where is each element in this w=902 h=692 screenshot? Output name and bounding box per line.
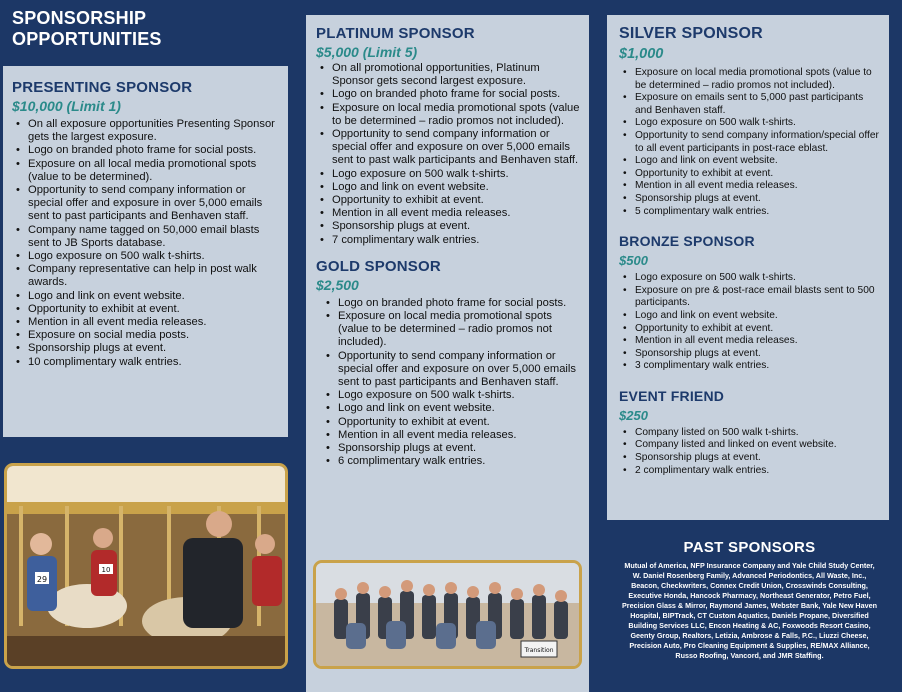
list-item: • Company representative can help in post walk awards. bbox=[12, 263, 280, 289]
list-item: • Exposure on local media promotional spots (value to be determined – radio promos not included). bbox=[322, 310, 583, 350]
list-item: • Opportunity to exhibit at event. bbox=[12, 303, 280, 316]
list-item: • Sponsorship plugs at event. bbox=[12, 342, 280, 355]
page-title bbox=[12, 8, 292, 50]
presenting-sponsor-benefits bbox=[12, 118, 280, 369]
list-item: • On all promotional opportunities, Platinum Sponsor gets second largest exposure. bbox=[316, 62, 583, 88]
past-sponsors-list: Mutual of America, NFP Insurance Company and Yale Child Study Center, W. Daniel Rosenberg Family, Advanced Periodontics, All Waste, Inc., Beacon, Checkwriters, Connex Credit Union, Crosswinds Consulting, Executive Honda, Hancock Pharmacy, Northeast Generator, Petro Fuel, Precision Glass & Mirror, Raymond James, Webster Bank, Yale New Haven Hospital, BIPTrack, CT Custom Aquatics, Daniels Propane, Diversified Building Services LLC, Encon Heating & AC, Foxwoods Resort Casino, Geenty Group, Realtors, Letizia, Ambrose & Falls, P.C., Liuzzi Cheese, Precision Auto, Pro Cleaning Equipment & Supplies, RE/MAX Alliance, Russo Roofing, Vancord, and JMR Staffing. bbox=[622, 561, 877, 660]
list-item: • Exposure on emails sent to 5,000 past participants and Benhaven staff. bbox=[619, 92, 883, 117]
list-item: • Exposure on social media posts. bbox=[12, 329, 280, 342]
platinum-sponsor-price: $5,000 (Limit 5) bbox=[316, 44, 418, 60]
list-item: • 2 complimentary walk entries. bbox=[619, 465, 883, 478]
group-illustration bbox=[316, 563, 579, 666]
list-item: • Sponsorship plugs at event. bbox=[322, 442, 583, 455]
past-sponsors-title: PAST SPONSORS bbox=[683, 539, 816, 556]
event-friend-price: $250 bbox=[619, 407, 648, 423]
list-item: • 6 complimentary walk entries. bbox=[322, 455, 583, 468]
silver-sponsor-price: $1,000 bbox=[619, 46, 664, 62]
list-item: • Logo and link on event website. bbox=[12, 290, 280, 303]
page-title-line-2: OPPORTUNITIES bbox=[12, 29, 162, 49]
list-item: • 10 complimentary walk entries. bbox=[12, 356, 280, 369]
bib-number: 10 bbox=[101, 566, 111, 574]
transition-sign: Transition bbox=[524, 647, 554, 654]
silver-sponsor-benefits bbox=[619, 67, 883, 218]
list-item: • Opportunity to exhibit at event. bbox=[322, 416, 583, 429]
bronze-sponsor-benefits bbox=[619, 272, 883, 373]
list-item: • Logo and link on event website. bbox=[316, 181, 583, 194]
list-item: • Logo exposure on 500 walk t-shirts. bbox=[316, 168, 583, 181]
list-item: • Sponsorship plugs at event. bbox=[619, 348, 883, 361]
presenting-sponsor-title: PRESENTING SPONSOR bbox=[12, 79, 193, 96]
list-item: • Logo on branded photo frame for social posts. bbox=[316, 88, 583, 101]
list-item: • 3 complimentary walk entries. bbox=[619, 360, 883, 373]
gold-sponsor-benefits bbox=[316, 297, 583, 469]
page-title-line-1: SPONSORSHIP bbox=[12, 8, 147, 28]
carousel-illustration bbox=[7, 466, 285, 666]
list-item: • Logo and link on event website. bbox=[322, 402, 583, 415]
list-item: • Exposure on all local media promotional spots (value to be determined). bbox=[12, 158, 280, 184]
list-item: • Mention in all event media releases. bbox=[12, 316, 280, 329]
list-item: • On all exposure opportunities Presenting Sponsor gets the largest exposure. bbox=[12, 118, 280, 144]
list-item: • Logo exposure on 500 walk t-shirts. bbox=[12, 250, 280, 263]
list-item: • Company listed on 500 walk t-shirts. bbox=[619, 427, 883, 440]
event-friend-benefits bbox=[619, 427, 883, 477]
list-item: • 7 complimentary walk entries. bbox=[316, 234, 583, 247]
list-item: • Sponsorship plugs at event. bbox=[619, 193, 883, 206]
list-item: • Opportunity to exhibit at event. bbox=[619, 168, 883, 181]
list-item: • Logo on branded photo frame for social posts. bbox=[12, 144, 280, 157]
list-item: • Sponsorship plugs at event. bbox=[316, 220, 583, 233]
list-item: • Opportunity to exhibit at event. bbox=[619, 323, 883, 336]
bronze-sponsor-title: BRONZE SPONSOR bbox=[619, 233, 755, 250]
list-item: • Opportunity to send company information or special offer and exposure in over 5,000 emails sent to past participants and Benhaven staff. bbox=[12, 184, 280, 224]
silver-sponsor-title: SILVER SPONSOR bbox=[619, 25, 763, 42]
list-item: • Logo exposure on 500 walk t-shirts. bbox=[322, 389, 583, 402]
gold-sponsor-price: $2,500 bbox=[316, 276, 359, 293]
gold-sponsor-title: GOLD SPONSOR bbox=[316, 257, 441, 275]
list-item: • Opportunity to send company information/special offer to all event participants in post-race eblast. bbox=[619, 130, 883, 155]
past-sponsors-box bbox=[614, 531, 885, 673]
list-item: • Mention in all event media releases. bbox=[316, 207, 583, 220]
list-item: • 5 complimentary walk entries. bbox=[619, 206, 883, 219]
silver-bronze-friend-panel bbox=[607, 15, 889, 520]
carousel-photo bbox=[4, 463, 288, 669]
list-item: • Mention in all event media releases. bbox=[619, 180, 883, 193]
list-item: • Logo on branded photo frame for social posts. bbox=[322, 297, 583, 310]
list-item: • Exposure on local media promotional spots (value to be determined – radio promos not included). bbox=[316, 102, 583, 128]
presenting-sponsor-panel bbox=[3, 66, 288, 437]
list-item: • Opportunity to send company information or special offer and exposure on over 5,000 emails sent to past participants and Benhaven staff. bbox=[322, 350, 583, 390]
list-item: • Opportunity to send company information or special offer and exposure on over 5,000 emails sent to past walk participants and Benhaven staff. bbox=[316, 128, 583, 168]
bronze-sponsor-price: $500 bbox=[619, 253, 648, 269]
list-item: • Company listed and linked on event website. bbox=[619, 439, 883, 452]
group-photo bbox=[313, 560, 582, 669]
list-item: • Logo exposure on 500 walk t-shirts. bbox=[619, 117, 883, 130]
presenting-sponsor-price: $10,000 (Limit 1) bbox=[12, 98, 121, 114]
list-item: • Exposure on local media promotional spots (value to be determined – radio promos not included). bbox=[619, 67, 883, 92]
platinum-sponsor-title: PLATINUM SPONSOR bbox=[316, 25, 475, 42]
platinum-sponsor-benefits bbox=[316, 62, 583, 247]
event-friend-title: EVENT FRIEND bbox=[619, 387, 725, 404]
list-item: • Logo and link on event website. bbox=[619, 310, 883, 323]
bib-number: 29 bbox=[36, 575, 48, 584]
list-item: • Logo and link on event website. bbox=[619, 155, 883, 168]
list-item: • Mention in all event media releases. bbox=[322, 429, 583, 442]
list-item: • Sponsorship plugs at event. bbox=[619, 452, 883, 465]
list-item: • Mention in all event media releases. bbox=[619, 335, 883, 348]
list-item: • Company name tagged on 50,000 email blasts sent to JB Sports database. bbox=[12, 224, 280, 250]
list-item: • Exposure on pre & post-race email blasts sent to 500 participants. bbox=[619, 285, 883, 310]
list-item: • Logo exposure on 500 walk t-shirts. bbox=[619, 272, 883, 285]
list-item: • Opportunity to exhibit at event. bbox=[316, 194, 583, 207]
